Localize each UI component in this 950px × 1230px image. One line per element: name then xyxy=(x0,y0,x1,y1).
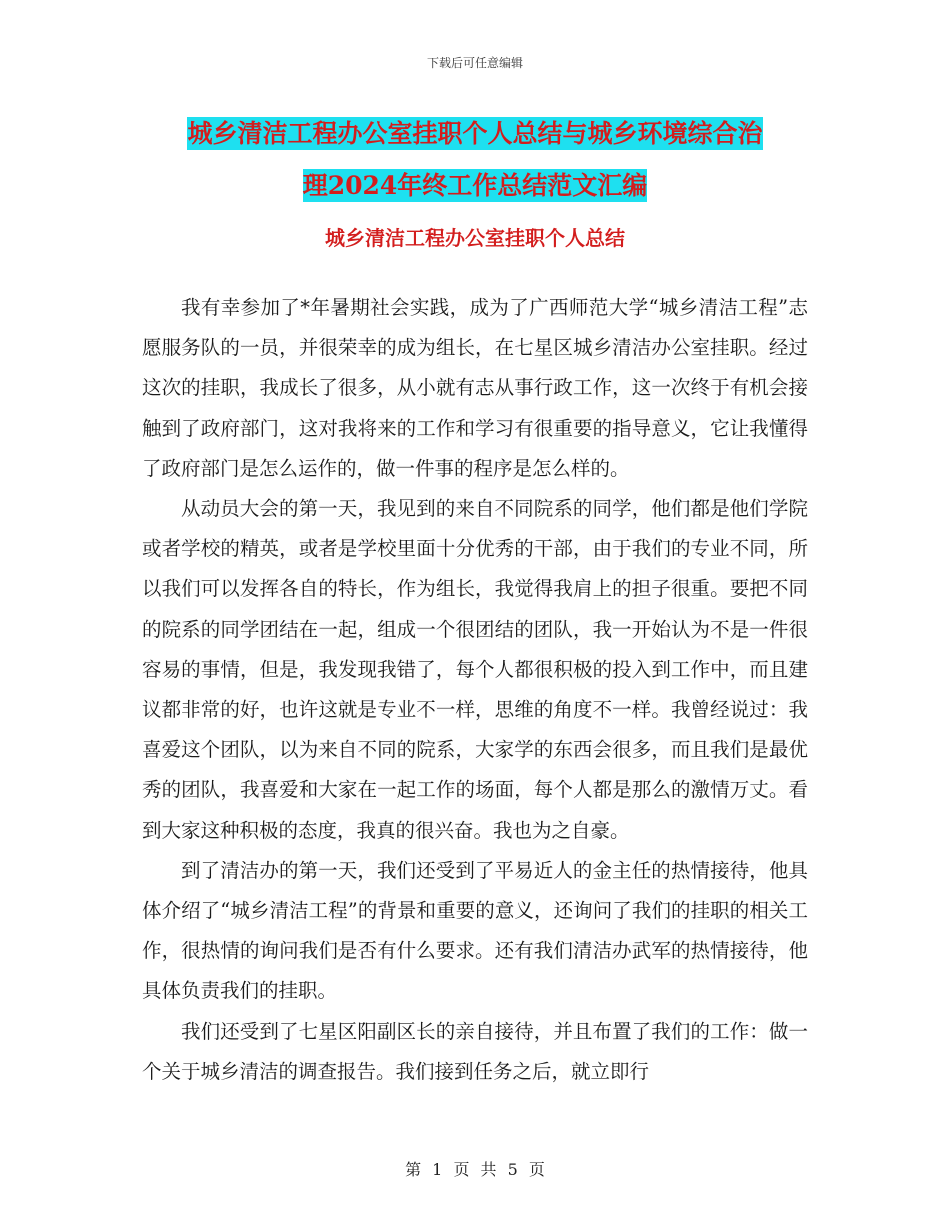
paragraph: 我们还受到了七星区阳副区长的亲自接待，并且布置了我们的工作：做一个关于城乡清洁的调查报告。我们接到任务之后，就立即行 xyxy=(142,1019,808,1083)
section-title: 城乡清洁工程办公室挂职个人总结 xyxy=(325,226,625,250)
document-title xyxy=(130,108,820,212)
paragraph: 到了清洁办的第一天，我们还受到了平易近人的金主任的热情接待，他具体介绍了“城乡清洁工程”的背景和重要的意义，还询问了我们的挂职的相关工作，很热情的询问我们是否有什么要求。还有我们清洁办武军的热情接待，他具体负责我们的挂职。 xyxy=(142,858,808,1003)
document-title-line-1: 城乡清洁工程办公室挂职个人总结与城乡环境综合治 xyxy=(187,119,763,148)
page-number: 第 1 页 共 5 页 xyxy=(405,1160,545,1179)
paragraph: 我有幸参加了*年暑期社会实践，成为了广西师范大学“城乡清洁工程”志愿服务队的一员，并很荣幸的成为组长，在七星区城乡清洁办公室挂职。经过这次的挂职，我成长了很多，从小就有志从事行政工作，这一次终于有机会接触到了政府部门，这对我将来的工作和学习有很重要的指导意义，它让我懂得了政府部门是怎么运作的，做一件事的程序是怎么样的。 xyxy=(142,296,808,480)
paragraph: 从动员大会的第一天，我见到的来自不同院系的同学，他们都是他们学院或者学校的精英，或者是学校里面十分优秀的干部，由于我们的专业不同，所以我们可以发挥各自的特长，作为组长，我觉得我肩上的担子很重。要把不同的院系的同学团结在一起，组成一个很团结的团队，我一开始认为不是一件很容易的事情，但是，我发现我错了，每个人都很积极的投入到工作中，而且建议都非常的好，也许这就是专业不一样，思维的角度不一样。我曾经说过：我喜爱这个团队，以为来自不同的院系，大家学的东西会很多，而且我们是最优秀的团队，我喜爱和大家在一起工作的场面，每个人都是那么的激情万丈。看到大家这种积极的态度，我真的很兴奋。我也为之自豪。 xyxy=(142,497,808,842)
document-title-line-2: 理2024年终工作总结范文汇编 xyxy=(302,171,648,200)
header-note: 下载后可任意编辑 xyxy=(426,56,523,70)
document-body xyxy=(142,288,808,1092)
